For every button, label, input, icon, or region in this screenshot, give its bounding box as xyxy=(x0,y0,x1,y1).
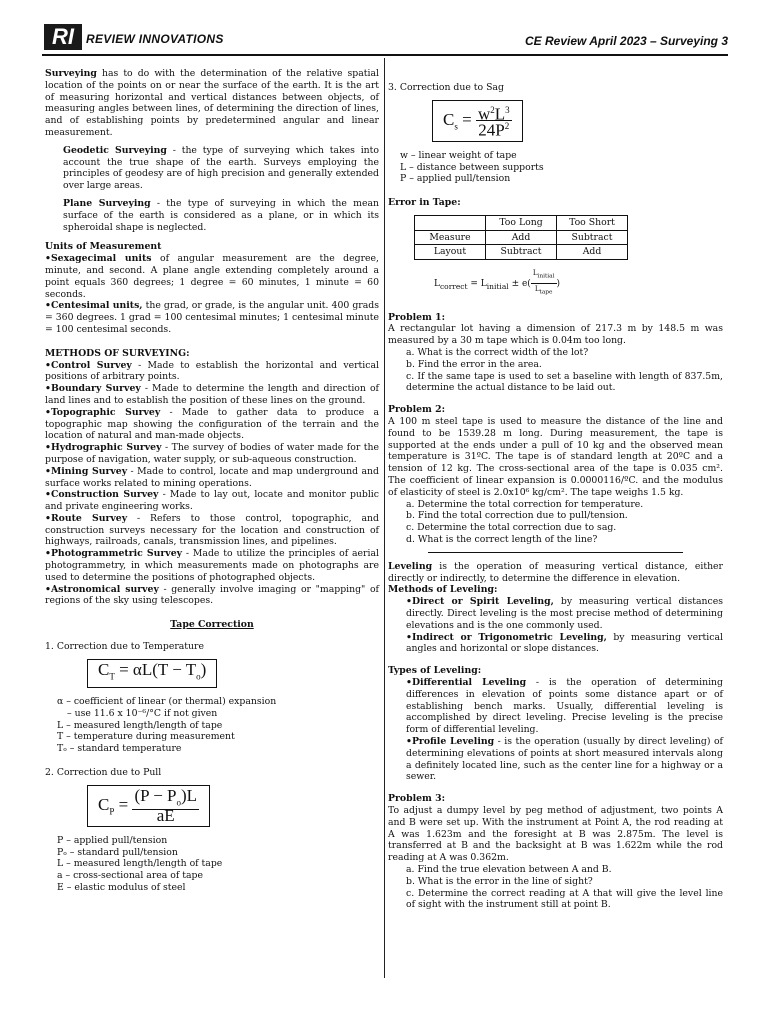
problem-3-items xyxy=(388,864,723,911)
list-item: •Hydrographic Survey - The survey of bodies of water made for the purpose of navigation, water supply, or sub-aqueous construction. xyxy=(45,442,379,465)
problem-1-items xyxy=(388,347,723,394)
types-heading: Types of Leveling: xyxy=(388,665,482,677)
intro-paragraph: Surveying has to do with the determination of the relative spatial location of the points on or near the surface of the earth. It is the art of measuring horizontal and vertical distances between objects, of measuring angles between lines, of determining the direction of lines, and of establishing points by predetermined angular and linear measurement. xyxy=(45,68,379,138)
methods-heading: METHODS OF SURVEYING: xyxy=(45,347,190,359)
list-item: •Profile Leveling - is the operation (usually by direct leveling) of determining elevations of points at short measured intervals along a definitely located line, such as the center line for a highway or a sewer. xyxy=(406,735,723,783)
correction-formula: $L_{correct} = L_{initial} \pm e$( $\frac{L_{initial}}{L_{tape}}$ ) xyxy=(434,269,561,296)
geodetic-paragraph: Geodetic Surveying - the type of surveying which takes into account the true shape of the earth. Surveys employing the principles of geodesy are of high precision and generally extended over large areas. xyxy=(63,144,380,192)
list-item: •Boundary Survey - Made to determine the length and direction of land lines and to establish the position of these lines on the ground. xyxy=(45,383,379,406)
temp-title: 1. Correction due to Temperature xyxy=(45,641,204,653)
list-item: •Control Survey - Made to establish the horizontal and vertical positions of arbitrary points. xyxy=(45,359,379,383)
units-heading: Units of Measurement xyxy=(45,241,162,253)
tape-correction-heading: Tape Correction xyxy=(170,619,254,631)
list-item: •Astronomical survey - generally involve imaging or "mapping" of regions of the sky using telescopes. xyxy=(45,583,379,607)
leveling-types xyxy=(388,677,723,783)
error-heading: Error in Tape: xyxy=(388,197,461,209)
list-item: a – cross-sectional area of tape xyxy=(57,870,203,882)
problem-1-text: A rectangular lot having a dimension of 217.3 m by 148.5 m was measured by a 30 m tape which is 0.04m too long. xyxy=(388,323,723,347)
problem-1-title: Problem 1: xyxy=(388,311,446,323)
list-item: a. Determine the total correction for temperature. xyxy=(406,498,644,510)
table-cell: Layout xyxy=(415,245,486,260)
leveling-methods xyxy=(388,596,723,655)
table-row xyxy=(415,215,628,230)
pull-formula: $C_P$ = $\frac{(P - P_o)L}{aE}$ xyxy=(87,785,210,827)
centesimal-item: •Centesimal units, the grad, or grade, is the angular unit. 400 grads = 360 degrees. 1 grad = 100 centesimal minutes; 1 centesimal minute = 100 centesimal seconds. xyxy=(45,300,379,335)
list-item: P – applied pull/tension xyxy=(400,173,511,185)
sag-title: 3. Correction due to Sag xyxy=(388,82,504,93)
list-item: •Photogrammetric Survey - Made to utilize the principles of aerial photogrammetry, in which measurements made on photographs are used to determine the positions of photographed objects. xyxy=(45,548,379,583)
brand-name: REVIEW INNOVATIONS xyxy=(86,32,224,46)
list-item: Pₒ – standard pull/tension xyxy=(57,846,178,858)
list-item: c. If the same tape is used to set a baseline with length of 837.5m, determine the actual distance to be laid out. xyxy=(406,370,723,394)
list-item: – use 11.6 x 10⁻⁶/°C if not given xyxy=(67,707,218,719)
problem-3-title: Problem 3: xyxy=(388,793,446,805)
list-item: a. Find the true elevation between A and B. xyxy=(406,863,612,875)
sag-formula: $C_s$ = $\frac{w^2L^3}{24P^2}$ xyxy=(432,100,523,142)
list-item: •Construction Survey - Made to lay out, locate and monitor public and private engineering works. xyxy=(45,489,379,513)
section-divider xyxy=(428,552,683,553)
list-item: L – distance between supports xyxy=(400,161,544,173)
list-item: T – temperature during measurement xyxy=(57,731,235,743)
table-cell: Subtract xyxy=(557,230,628,245)
list-item: c. Determine the total correction due to sag. xyxy=(406,522,617,534)
leveling-paragraph: Leveling is the operation of measuring vertical distance, either directly or indirectly, to determine the difference in elevation. xyxy=(388,560,723,584)
list-item: c. Determine the correct reading at A that will give the level line of sight with the instrument still at point B. xyxy=(406,887,723,911)
left-column xyxy=(45,68,379,894)
column-divider xyxy=(384,58,385,978)
list-item: Tₒ – standard temperature xyxy=(57,743,182,755)
list-item: L – measured length/length of tape xyxy=(57,719,223,731)
page-header xyxy=(42,24,728,56)
plane-paragraph: Plane Surveying - the type of surveying in which the mean surface of the earth is considered as a plane, or in which its spheroidal shape is neglected. xyxy=(63,197,379,233)
problem-2-text: A 100 m steel tape is used to measure the distance of the line and found to be 1539.28 m long. During measurement, the tape is supported at the ends under a pull of 10 kg and the observed mean temperature is 31ºC. The tape is of standard length at 20ºC and a tension of 12 kg. The cross-sectional area of the tape is 0.035 cm². The coefficient of linear expansion is 0.0000116/ºC. and the modulus of elasticity of steel is 2.0x10⁶ kg/cm². The tape weighs 1.5 kg. xyxy=(388,416,723,498)
right-column xyxy=(388,68,723,911)
table-cell: Add xyxy=(557,245,628,260)
table-header-cell xyxy=(415,215,486,230)
list-item: a. What is the correct width of the lot? xyxy=(406,347,589,359)
pull-variables xyxy=(45,835,379,894)
sexagesimal-item: •Sexagecimal units of angular measurement are the degree, minute, and second. A plane angle extending completely around a point equals 360 degrees; 1 degree = 60 minutes, 1 minute = 60 seconds. xyxy=(45,253,379,300)
sag-variables xyxy=(388,150,723,185)
table-cell: Measure xyxy=(415,230,486,245)
problem-2-title: Problem 2: xyxy=(388,404,446,416)
table-header-cell: Too Short xyxy=(557,215,628,230)
pull-title: 2. Correction due to Pull xyxy=(45,767,162,779)
list-item: b. Find the total correction due to pull/tension. xyxy=(406,510,628,522)
list-item: P – applied pull/tension xyxy=(57,834,168,846)
table-cell: Subtract xyxy=(486,245,557,260)
table-header-cell: Too Long xyxy=(486,215,557,230)
list-item: •Mining Survey - Made to control, locate and map underground and surface works related to mining operations. xyxy=(45,465,379,489)
list-item: •Route Survey - Refers to those control, topographic, and construction surveys necessary for the location and construction of highways, railroads, canals, transmission lines, and pipelines. xyxy=(45,512,379,548)
logo: RI xyxy=(44,24,82,50)
list-item: •Topographic Survey - Made to gather data to produce a topographic map showing the configuration of the terrain and the location of natural and man-made objects. xyxy=(45,406,379,442)
list-item: b. Find the error in the area. xyxy=(406,358,542,370)
problem-2-items xyxy=(388,499,723,546)
list-item: d. What is the correct length of the line? xyxy=(406,534,598,545)
leveling-methods-heading: Methods of Leveling: xyxy=(388,584,498,596)
list-item: •Differential Leveling - is the operation of determining differences in elevation of points some distance apart or of establishing bench marks. Usually, differential leveling is accomplished by direct leveling. Precise leveling is the precise form of differential leveling. xyxy=(406,676,723,736)
table-cell: Add xyxy=(486,230,557,245)
temperature-formula: $C_T = \alpha L(T - T_o)$ xyxy=(87,659,217,688)
temp-variables xyxy=(45,696,379,755)
list-item: b. What is the error in the line of sight? xyxy=(406,875,593,887)
table-row xyxy=(415,245,628,260)
list-item: •Indirect or Trigonometric Leveling, by measuring vertical angles and horizontal or slope distances. xyxy=(406,631,723,655)
error-table xyxy=(414,215,628,260)
list-item: L – measured length/length of tape xyxy=(57,858,223,870)
list-item: •Direct or Spirit Leveling, by measuring vertical distances directly. Direct leveling is the most precise method of determining elevations and is the one commonly used. xyxy=(406,596,723,631)
problem-3-text: To adjust a dumpy level by peg method of adjustment, two points A and B were set up. With the instrument at Point A, the rod reading at A was 1.623m and the foresight at B was 2.875m. The level is transferred at B and the backsight at B was 1.622m while the rod reading at A was 0.362m. xyxy=(388,804,723,864)
methods-list xyxy=(45,360,379,608)
course-title: CE Review April 2023 – Surveying 3 xyxy=(525,34,728,48)
list-item: E – elastic modulus of steel xyxy=(57,882,186,893)
table-row xyxy=(415,230,628,245)
list-item: w – linear weight of tape xyxy=(400,149,517,161)
list-item: α – coefficient of linear (or thermal) expansion xyxy=(57,696,277,708)
